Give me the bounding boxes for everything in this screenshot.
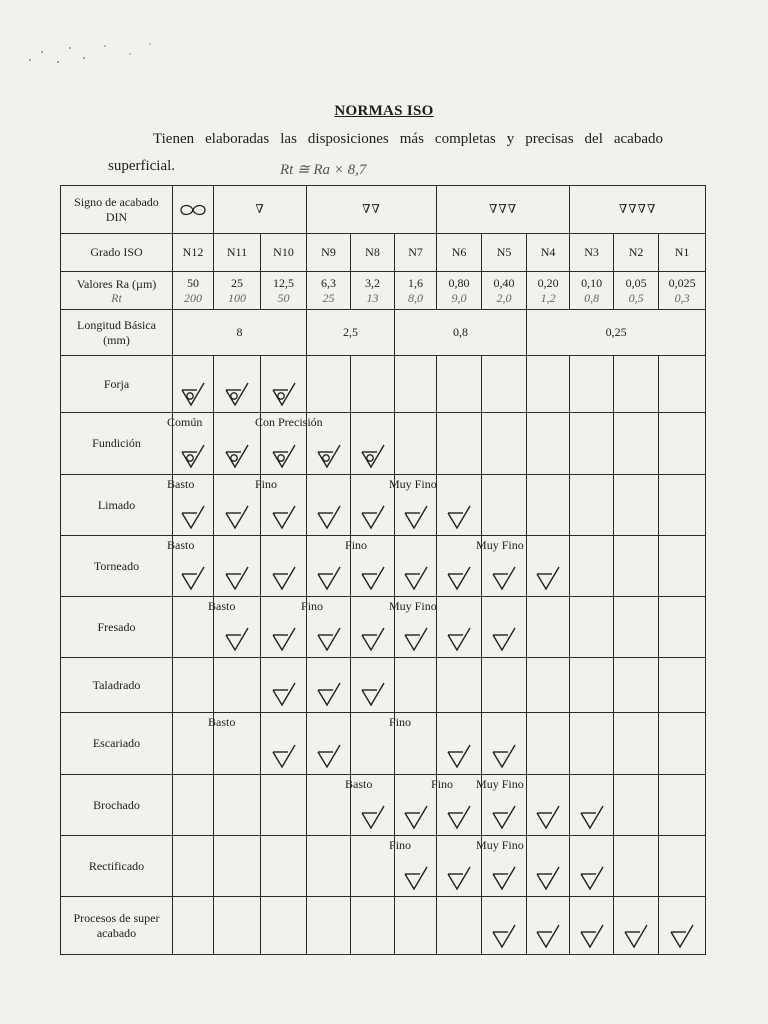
process-cell bbox=[307, 836, 351, 897]
finish-symbol-icon bbox=[446, 504, 472, 530]
finish-symbol-icon bbox=[669, 923, 695, 949]
intro-text-end: superficial. bbox=[108, 158, 176, 174]
iso-finish-table bbox=[60, 185, 706, 955]
valor-rt-handwritten: 100 bbox=[228, 290, 246, 305]
process-cell bbox=[482, 475, 527, 536]
longitud-value: 0,25 bbox=[527, 310, 706, 356]
process-cell bbox=[345, 775, 395, 836]
finish-symbol-icon bbox=[623, 923, 649, 949]
finish-symbol-circle-icon bbox=[180, 381, 206, 407]
process-cell bbox=[173, 836, 214, 897]
longitud-value: 8 bbox=[173, 310, 307, 356]
grado-cell: N9 bbox=[307, 234, 351, 272]
process-cell bbox=[614, 897, 659, 955]
finish-symbol-icon bbox=[360, 565, 386, 591]
process-cell bbox=[214, 356, 261, 413]
finish-symbol-circle-icon bbox=[316, 443, 342, 469]
finish-symbol-icon bbox=[579, 804, 605, 830]
process-row bbox=[61, 658, 706, 713]
process-cell bbox=[351, 413, 395, 475]
process-cell bbox=[570, 658, 614, 713]
quality-label: Fino bbox=[301, 599, 324, 613]
grado-cell: N7 bbox=[395, 234, 437, 272]
process-cell bbox=[482, 897, 527, 955]
process-cell bbox=[214, 536, 261, 597]
process-cell bbox=[437, 536, 482, 597]
finish-symbol-icon bbox=[403, 804, 429, 830]
process-cell bbox=[659, 536, 706, 597]
process-cell bbox=[389, 713, 437, 775]
process-cell bbox=[173, 897, 214, 955]
quality-label: Muy Fino bbox=[476, 838, 524, 852]
valor-rt-handwritten: 8,0 bbox=[408, 290, 424, 305]
din-wavy-symbol bbox=[173, 186, 214, 234]
process-row bbox=[61, 713, 706, 775]
valor-ra: 0,20 bbox=[537, 276, 559, 291]
process-cell bbox=[395, 413, 437, 475]
quality-label: Muy Fino bbox=[476, 777, 524, 791]
process-cell bbox=[527, 713, 570, 775]
quality-label: Muy Fino bbox=[389, 477, 437, 491]
grado-row bbox=[61, 234, 706, 272]
process-cell bbox=[261, 597, 307, 658]
finish-symbol-icon bbox=[491, 565, 517, 591]
quality-label: Fino bbox=[255, 477, 278, 491]
quality-label: Basto bbox=[167, 477, 195, 491]
valor-cell bbox=[351, 272, 395, 310]
finish-symbol-icon bbox=[535, 923, 561, 949]
process-cell bbox=[437, 475, 482, 536]
process-name: Limado bbox=[61, 475, 173, 536]
din-symbol-4: ∇∇∇∇ bbox=[570, 186, 706, 234]
process-cell bbox=[570, 536, 614, 597]
process-name: Fresado bbox=[61, 597, 173, 658]
longitud-value: 0,8 bbox=[395, 310, 527, 356]
valor-rt-handwritten: 0,3 bbox=[674, 290, 690, 305]
valor-rt-handwritten: 0,8 bbox=[584, 290, 600, 305]
finish-symbol-icon bbox=[316, 626, 342, 652]
quality-label: Basto bbox=[208, 599, 236, 613]
process-cell bbox=[345, 536, 395, 597]
finish-symbol-circle-icon bbox=[224, 381, 250, 407]
process-cell bbox=[476, 775, 527, 836]
process-cell bbox=[437, 597, 482, 658]
din-symbol-3: ∇∇∇ bbox=[437, 186, 570, 234]
grado-cell: N1 bbox=[659, 234, 706, 272]
process-cell bbox=[527, 836, 570, 897]
quality-label: Fino bbox=[389, 715, 412, 729]
process-cell bbox=[659, 658, 706, 713]
valor-cell bbox=[482, 272, 527, 310]
finish-symbol-icon bbox=[491, 923, 517, 949]
process-name: Procesos de super acabado bbox=[61, 897, 173, 955]
finish-symbol-circle-icon bbox=[180, 443, 206, 469]
process-cell bbox=[307, 658, 351, 713]
valor-rt-handwritten: 13 bbox=[366, 290, 379, 305]
process-row bbox=[61, 897, 706, 955]
process-cell bbox=[395, 658, 437, 713]
process-cell bbox=[351, 356, 395, 413]
process-cell bbox=[173, 658, 214, 713]
process-cell bbox=[214, 897, 261, 955]
process-cell bbox=[482, 356, 527, 413]
process-cell bbox=[527, 897, 570, 955]
valor-ra: 25 bbox=[231, 276, 243, 291]
process-cell bbox=[351, 836, 395, 897]
process-cell bbox=[351, 475, 395, 536]
scan-specks bbox=[10, 40, 160, 80]
process-cell bbox=[437, 713, 482, 775]
process-cell bbox=[437, 836, 482, 897]
longitud-row bbox=[61, 310, 706, 356]
process-cell bbox=[614, 536, 659, 597]
process-name: Escariado bbox=[61, 713, 173, 775]
process-cell bbox=[614, 775, 659, 836]
grado-cell: N10 bbox=[261, 234, 307, 272]
process-cell bbox=[570, 475, 614, 536]
valor-cell bbox=[527, 272, 570, 310]
process-cell bbox=[351, 658, 395, 713]
valor-cell bbox=[570, 272, 614, 310]
quality-label: Fino bbox=[431, 777, 454, 791]
process-cell bbox=[214, 475, 261, 536]
finish-symbol-circle-icon bbox=[360, 443, 386, 469]
process-row bbox=[61, 597, 706, 658]
process-cell bbox=[437, 658, 482, 713]
finish-symbol-icon bbox=[491, 626, 517, 652]
process-cell bbox=[214, 775, 261, 836]
finish-symbol-icon bbox=[446, 804, 472, 830]
finish-symbol-icon bbox=[491, 743, 517, 769]
process-cell bbox=[167, 536, 214, 597]
valor-ra: 0,025 bbox=[668, 276, 696, 291]
signo-row bbox=[61, 186, 706, 234]
valor-rt-handwritten: 2,0 bbox=[496, 290, 512, 305]
valor-cell bbox=[261, 272, 307, 310]
finish-symbol-icon bbox=[316, 504, 342, 530]
longitud-value: 2,5 bbox=[307, 310, 395, 356]
finish-symbol-icon bbox=[271, 743, 297, 769]
finish-symbol-icon bbox=[224, 504, 250, 530]
valor-rt-handwritten: 25 bbox=[322, 290, 335, 305]
finish-symbol-icon bbox=[446, 626, 472, 652]
din-symbol-1: ∇ bbox=[214, 186, 307, 234]
grado-cell: N12 bbox=[173, 234, 214, 272]
finish-symbol-icon bbox=[316, 681, 342, 707]
process-cell bbox=[173, 775, 214, 836]
process-cell bbox=[307, 475, 351, 536]
valores-label-text: Valores Ra (µm) bbox=[76, 276, 157, 291]
process-cell bbox=[437, 413, 482, 475]
process-row bbox=[61, 475, 706, 536]
quality-label: Fino bbox=[345, 538, 368, 552]
page-title: NORMAS ISO bbox=[334, 103, 434, 119]
process-cell bbox=[255, 475, 307, 536]
grado-cell: N11 bbox=[214, 234, 261, 272]
process-cell bbox=[614, 475, 659, 536]
finish-symbol-icon bbox=[271, 504, 297, 530]
process-cell bbox=[167, 413, 214, 475]
process-row bbox=[61, 413, 706, 475]
valor-rt-handwritten: 200 bbox=[184, 290, 202, 305]
process-cell bbox=[431, 775, 482, 836]
quality-label: Muy Fino bbox=[389, 599, 437, 613]
process-cell bbox=[437, 897, 482, 955]
valor-rt-handwritten: 1,2 bbox=[540, 290, 556, 305]
process-cell bbox=[482, 658, 527, 713]
process-row bbox=[61, 775, 706, 836]
process-cell bbox=[614, 356, 659, 413]
finish-symbol-icon bbox=[579, 865, 605, 891]
process-cell bbox=[476, 836, 527, 897]
grado-cell: N5 bbox=[482, 234, 527, 272]
valores-hand-label: Rt bbox=[111, 291, 122, 306]
process-cell bbox=[307, 356, 351, 413]
process-name: Rectificado bbox=[61, 836, 173, 897]
process-name: Brochado bbox=[61, 775, 173, 836]
finish-symbol-icon bbox=[360, 804, 386, 830]
grado-cell: N4 bbox=[527, 234, 570, 272]
process-cell bbox=[570, 597, 614, 658]
process-cell bbox=[261, 356, 307, 413]
process-row bbox=[61, 836, 706, 897]
process-name: Torneado bbox=[61, 536, 173, 597]
process-cell bbox=[307, 775, 351, 836]
process-name: Forja bbox=[61, 356, 173, 413]
finish-symbol-icon bbox=[403, 565, 429, 591]
valor-ra: 0,05 bbox=[625, 276, 647, 291]
valor-ra: 1,6 bbox=[408, 276, 424, 291]
process-cell bbox=[261, 658, 307, 713]
finish-symbol-icon bbox=[360, 681, 386, 707]
valor-ra: 3,2 bbox=[365, 276, 381, 291]
process-cell bbox=[482, 597, 527, 658]
process-cell bbox=[208, 713, 261, 775]
finish-symbol-icon bbox=[535, 804, 561, 830]
process-cell bbox=[307, 536, 351, 597]
valor-cell bbox=[307, 272, 351, 310]
process-cell bbox=[389, 836, 437, 897]
process-cell bbox=[351, 897, 395, 955]
process-cell bbox=[482, 713, 527, 775]
process-cell bbox=[261, 536, 307, 597]
process-cell bbox=[167, 475, 214, 536]
quality-label: Fino bbox=[389, 838, 412, 852]
process-cell bbox=[659, 597, 706, 658]
finish-symbol-icon bbox=[360, 504, 386, 530]
finish-symbol-icon bbox=[446, 743, 472, 769]
finish-symbol-icon bbox=[535, 565, 561, 591]
valor-ra: 50 bbox=[187, 276, 199, 291]
finish-symbol-icon bbox=[403, 504, 429, 530]
finish-symbol-icon bbox=[316, 565, 342, 591]
finish-symbol-icon bbox=[535, 865, 561, 891]
valor-ra: 0,10 bbox=[581, 276, 603, 291]
process-cell bbox=[482, 413, 527, 475]
valor-cell bbox=[173, 272, 214, 310]
process-row bbox=[61, 356, 706, 413]
valor-ra: 12,5 bbox=[273, 276, 294, 291]
finish-symbol-icon bbox=[579, 923, 605, 949]
valor-rt-handwritten: 0,5 bbox=[628, 290, 644, 305]
process-cell bbox=[476, 536, 527, 597]
quality-label: Basto bbox=[208, 715, 236, 729]
process-cell bbox=[527, 775, 570, 836]
process-cell bbox=[570, 413, 614, 475]
process-cell bbox=[614, 597, 659, 658]
process-cell bbox=[261, 836, 307, 897]
finish-symbol-circle-icon bbox=[224, 443, 250, 469]
process-cell bbox=[301, 597, 351, 658]
process-cell bbox=[527, 597, 570, 658]
process-cell bbox=[527, 475, 570, 536]
process-cell bbox=[527, 413, 570, 475]
process-cell bbox=[570, 713, 614, 775]
process-cell bbox=[527, 536, 570, 597]
process-cell bbox=[659, 475, 706, 536]
valor-rt-handwritten: 9,0 bbox=[451, 290, 467, 305]
finish-symbol-icon bbox=[271, 626, 297, 652]
grado-cell: N3 bbox=[570, 234, 614, 272]
process-cell bbox=[570, 836, 614, 897]
quality-label: Basto bbox=[345, 777, 373, 791]
process-cell bbox=[255, 413, 323, 475]
process-cell bbox=[395, 536, 437, 597]
process-cell bbox=[307, 897, 351, 955]
grado-cell: N8 bbox=[351, 234, 395, 272]
process-cell bbox=[614, 413, 659, 475]
process-cell bbox=[570, 356, 614, 413]
process-cell bbox=[389, 597, 437, 658]
valor-cell bbox=[437, 272, 482, 310]
finish-symbol-icon bbox=[180, 504, 206, 530]
process-cell bbox=[261, 775, 307, 836]
wavy-line-icon bbox=[179, 203, 207, 217]
process-cell bbox=[214, 658, 261, 713]
process-cell bbox=[389, 475, 437, 536]
signo-label: Signo de acabado DIN bbox=[61, 186, 173, 234]
process-cell bbox=[214, 413, 261, 475]
process-cell bbox=[659, 413, 706, 475]
finish-symbol-circle-icon bbox=[271, 381, 297, 407]
process-cell bbox=[261, 713, 307, 775]
finish-symbol-icon bbox=[180, 565, 206, 591]
process-row bbox=[61, 536, 706, 597]
finish-symbol-icon bbox=[491, 865, 517, 891]
process-cell bbox=[214, 836, 261, 897]
valor-ra: 6,3 bbox=[321, 276, 337, 291]
finish-symbol-icon bbox=[271, 681, 297, 707]
process-cell bbox=[351, 597, 395, 658]
valor-cell bbox=[614, 272, 659, 310]
grado-cell: N6 bbox=[437, 234, 482, 272]
process-cell bbox=[614, 836, 659, 897]
process-cell bbox=[395, 897, 437, 955]
process-cell bbox=[570, 775, 614, 836]
finish-symbol-circle-icon bbox=[271, 443, 297, 469]
finish-symbol-icon bbox=[403, 865, 429, 891]
process-cell bbox=[261, 897, 307, 955]
valor-cell bbox=[214, 272, 261, 310]
process-cell bbox=[614, 658, 659, 713]
process-cell bbox=[307, 713, 351, 775]
process-cell bbox=[614, 713, 659, 775]
quality-label: Común bbox=[167, 415, 203, 429]
process-cell bbox=[659, 775, 706, 836]
process-cell bbox=[570, 897, 614, 955]
valor-ra: 0,40 bbox=[493, 276, 515, 291]
quality-label: Con Precisión bbox=[255, 415, 323, 429]
quality-label: Basto bbox=[167, 538, 195, 552]
process-cell bbox=[659, 897, 706, 955]
finish-symbol-icon bbox=[446, 865, 472, 891]
finish-symbol-icon bbox=[316, 743, 342, 769]
longitud-label: Longitud Básica (mm) bbox=[61, 310, 173, 356]
process-cell bbox=[395, 356, 437, 413]
finish-symbol-icon bbox=[360, 626, 386, 652]
process-cell bbox=[307, 413, 351, 475]
valor-ra: 0,80 bbox=[448, 276, 470, 291]
intro-text: Tienen elaboradas las disposiciones más completas y precisas del acabado bbox=[153, 131, 663, 147]
grado-cell: N2 bbox=[614, 234, 659, 272]
finish-symbol-icon bbox=[224, 626, 250, 652]
process-cell bbox=[208, 597, 261, 658]
finish-symbol-icon bbox=[224, 565, 250, 591]
process-cell bbox=[527, 356, 570, 413]
din-symbol-2: ∇∇ bbox=[307, 186, 437, 234]
process-cell bbox=[173, 356, 214, 413]
process-cell bbox=[659, 356, 706, 413]
finish-symbol-icon bbox=[491, 804, 517, 830]
valor-rt-handwritten: 50 bbox=[277, 290, 290, 305]
finish-symbol-icon bbox=[446, 565, 472, 591]
valores-label bbox=[61, 272, 173, 310]
finish-symbol-icon bbox=[403, 626, 429, 652]
process-name: Taladrado bbox=[61, 658, 173, 713]
process-cell bbox=[351, 713, 395, 775]
quality-label: Muy Fino bbox=[476, 538, 524, 552]
process-cell bbox=[437, 356, 482, 413]
handwritten-note: Rt ≅ Ra × 8,7 bbox=[280, 162, 367, 178]
finish-symbol-icon bbox=[271, 565, 297, 591]
process-name: Fundición bbox=[61, 413, 173, 475]
grado-label: Grado ISO bbox=[61, 234, 173, 272]
process-cell bbox=[659, 713, 706, 775]
valor-cell bbox=[395, 272, 437, 310]
valores-row bbox=[61, 272, 706, 310]
process-cell bbox=[527, 658, 570, 713]
valor-cell bbox=[659, 272, 706, 310]
process-cell bbox=[659, 836, 706, 897]
